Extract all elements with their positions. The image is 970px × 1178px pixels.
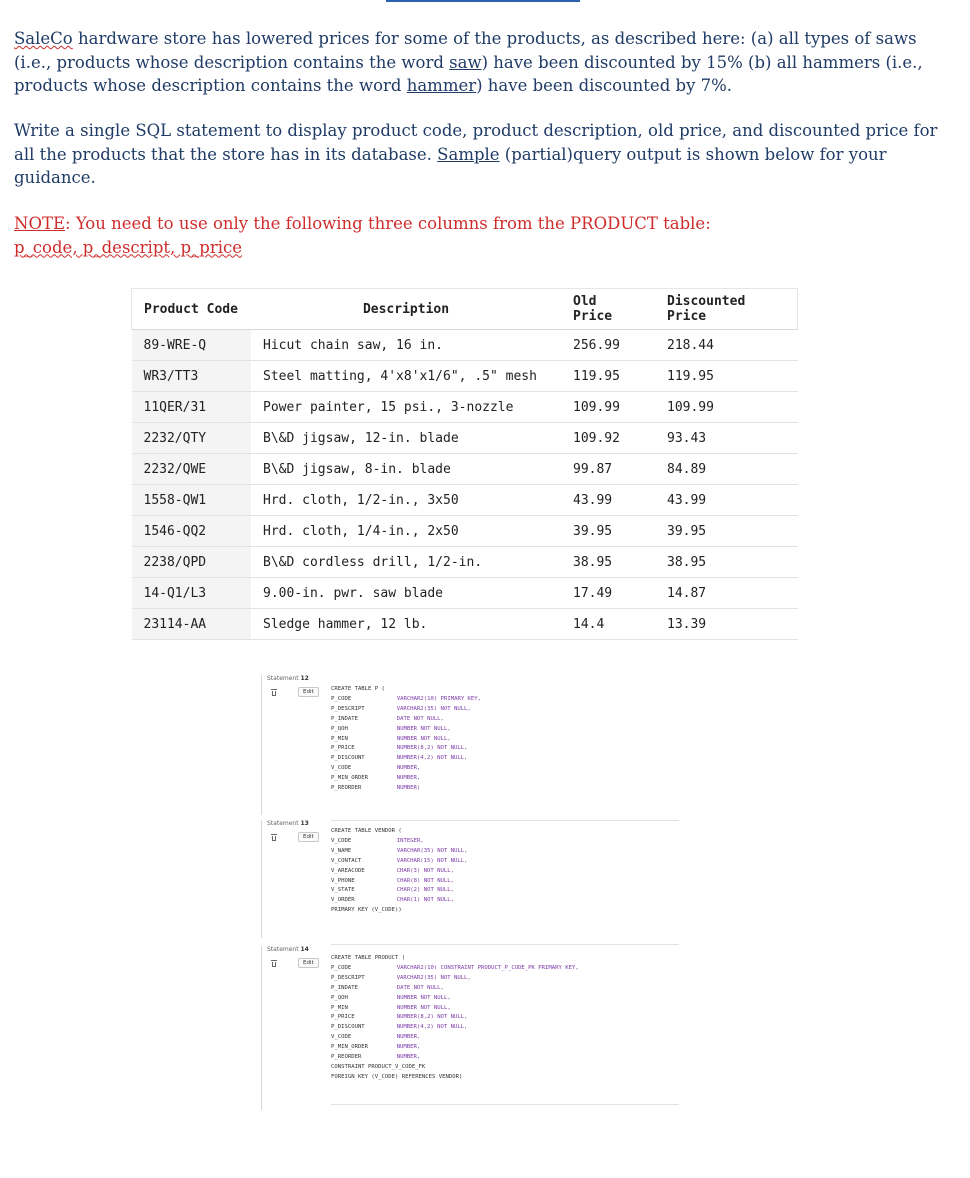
code-line xyxy=(331,964,679,974)
cell-old-price: 17.49 xyxy=(561,578,655,609)
statement-12 xyxy=(261,675,679,815)
table-row xyxy=(132,423,798,454)
code-column-name: V_PHONE xyxy=(331,877,355,884)
code-type: NUMBER(8,2) xyxy=(396,1014,434,1021)
statement-divider xyxy=(261,946,262,1110)
cell-description: B\&D cordless drill, 1/2-in. xyxy=(251,547,561,578)
cell-product-code: 89-WRE-Q xyxy=(132,330,252,361)
cell-old-price: 119.95 xyxy=(561,361,655,392)
code-constraint: NOT NULL, xyxy=(437,755,468,762)
statement-code xyxy=(331,954,679,1083)
code-type: VARCHAR2(10) xyxy=(396,964,438,971)
code-constraint: NOT NULL, xyxy=(420,1004,451,1011)
code-line xyxy=(331,764,679,774)
brand-name: SaleCo xyxy=(14,29,73,48)
cell-old-price: 109.92 xyxy=(561,423,655,454)
cell-old-price: 109.99 xyxy=(561,392,655,423)
code-type: NUMBER) xyxy=(396,785,421,792)
header-product-code: Product Code xyxy=(132,289,252,330)
cell-discounted-price: 109.99 xyxy=(655,392,798,423)
code-column-name: V_CODE xyxy=(331,837,352,844)
code-column-name: PRIMARY KEY (V_CODE)) xyxy=(331,907,402,914)
code-type: CHAR(3) xyxy=(396,867,421,874)
code-column-name: FOREIGN KEY (V_CODE) REFERENCES VENDOR) xyxy=(331,1073,463,1080)
trash-icon[interactable] xyxy=(271,689,277,696)
code-line xyxy=(331,886,679,896)
task-paragraph xyxy=(14,119,954,190)
code-line xyxy=(331,784,679,794)
note-text: : You need to use only the following three columns from the PRODUCT table: xyxy=(65,214,711,233)
code-constraint: NOT NULL, xyxy=(437,745,468,752)
code-column-name: CREATE TABLE VENDOR ( xyxy=(331,828,402,834)
code-column-name: P_PRICE xyxy=(331,745,355,752)
cell-product-code: 2238/QPD xyxy=(132,547,252,578)
code-line xyxy=(331,847,679,857)
code-type: INTEGER, xyxy=(396,837,424,844)
code-column-name: P_CODE xyxy=(331,695,352,702)
edit-button[interactable]: Edit xyxy=(298,832,319,842)
cell-description: Steel matting, 4'x8'x1/6", .5" mesh xyxy=(251,361,561,392)
table-row xyxy=(132,392,798,423)
note-columns: p_code, p_descript, p_price xyxy=(14,237,243,257)
cell-product-code: 14-Q1/L3 xyxy=(132,578,252,609)
code-line xyxy=(331,896,679,906)
cell-description: B\&D jigsaw, 8-in. blade xyxy=(251,454,561,485)
code-line xyxy=(331,984,679,994)
trash-icon[interactable] xyxy=(271,834,277,841)
code-constraint: NOT NULL, xyxy=(420,994,451,1001)
code-line xyxy=(331,1063,679,1073)
code-constraint: NOT NULL, xyxy=(437,857,468,864)
intro-paragraph xyxy=(14,27,954,98)
table-row xyxy=(132,330,798,361)
code-column-name: CREATE TABLE PRODUCT ( xyxy=(331,955,406,961)
statement-label: Statement 12 xyxy=(267,675,309,682)
code-line xyxy=(331,754,679,764)
code-column-name: P_MIN_ORDER xyxy=(331,775,369,782)
cell-discounted-price: 119.95 xyxy=(655,361,798,392)
code-line xyxy=(331,974,679,984)
sample-link[interactable]: Sample xyxy=(437,144,500,164)
code-constraint: NOT NULL, xyxy=(423,867,454,874)
table-row xyxy=(132,547,798,578)
statement-separator xyxy=(331,1104,679,1105)
code-type: NUMBER, xyxy=(396,1044,421,1051)
table-row xyxy=(132,609,798,640)
statement-label: Statement 14 xyxy=(267,946,309,953)
code-type: DATE xyxy=(396,984,411,991)
edit-button[interactable]: Edit xyxy=(298,958,319,968)
code-constraint: NOT NULL, xyxy=(423,877,455,884)
code-type: VARCHAR2(35) xyxy=(396,974,438,981)
code-constraint: CONSTRAINT PRODUCT_P_CODE_PK PRIMARY KEY, xyxy=(440,964,579,971)
cell-product-code: 23114-AA xyxy=(132,609,252,640)
code-type: VARCHAR2(35) xyxy=(396,705,438,712)
cell-old-price: 43.99 xyxy=(561,485,655,516)
code-line xyxy=(331,827,679,837)
code-line xyxy=(331,857,679,867)
code-type: VARCHAR2(10) xyxy=(396,695,438,702)
statement-divider xyxy=(261,820,262,938)
code-type: NUMBER, xyxy=(396,775,421,782)
statement-separator xyxy=(331,820,679,821)
cell-product-code: 2232/QTY xyxy=(132,423,252,454)
edit-button[interactable]: Edit xyxy=(298,687,319,697)
code-type: NUMBER xyxy=(396,725,418,732)
code-type: VARCHAR(35) xyxy=(396,847,434,854)
table-row xyxy=(132,578,798,609)
cell-product-code: 2232/QWE xyxy=(132,454,252,485)
code-line xyxy=(331,725,679,735)
code-column-name: P_INDATE xyxy=(331,715,358,722)
code-column-name: P_DESCRIPT xyxy=(331,974,365,981)
code-line xyxy=(331,1053,679,1063)
cell-old-price: 99.87 xyxy=(561,454,655,485)
code-line xyxy=(331,1033,679,1043)
statement-13 xyxy=(261,820,679,938)
statement-label: Statement 13 xyxy=(267,820,309,827)
code-type: NUMBER xyxy=(396,735,418,742)
code-column-name: P_REORDER xyxy=(331,785,362,792)
cell-old-price: 39.95 xyxy=(561,516,655,547)
sample-output-table xyxy=(131,288,798,640)
code-line xyxy=(331,735,679,745)
code-line xyxy=(331,715,679,725)
statement-code xyxy=(331,827,679,916)
statement-number: 14 xyxy=(300,946,309,953)
cell-product-code: WR3/TT3 xyxy=(132,361,252,392)
cell-description: Hrd. cloth, 1/4-in., 2x50 xyxy=(251,516,561,547)
code-type: NUMBER, xyxy=(396,1054,421,1061)
code-type: NUMBER(4,2) xyxy=(396,1024,434,1031)
note-paragraph xyxy=(14,212,954,259)
code-constraint: NOT NULL, xyxy=(440,974,471,981)
cell-discounted-price: 14.87 xyxy=(655,578,798,609)
code-column-name: P_MIN_ORDER xyxy=(331,1044,369,1051)
code-line xyxy=(331,906,679,916)
cell-description: Hicut chain saw, 16 in. xyxy=(251,330,561,361)
keyword-saw: saw xyxy=(449,52,482,72)
code-column-name: P_CODE xyxy=(331,964,352,971)
code-column-name: P_DISCOUNT xyxy=(331,1024,365,1031)
cell-discounted-price: 84.89 xyxy=(655,454,798,485)
code-column-name: P_INDATE xyxy=(331,984,358,991)
code-constraint: NOT NULL, xyxy=(423,887,455,894)
code-line xyxy=(331,685,679,695)
code-line xyxy=(331,774,679,784)
cell-product-code: 1546-QQ2 xyxy=(132,516,252,547)
keyword-hammer: hammer xyxy=(406,76,477,95)
cell-discounted-price: 39.95 xyxy=(655,516,798,547)
code-type: NUMBER, xyxy=(396,1034,421,1041)
code-constraint: NOT NULL, xyxy=(440,705,471,712)
code-type: NUMBER xyxy=(396,994,418,1001)
statement-divider xyxy=(261,675,262,815)
code-line xyxy=(331,867,679,877)
cell-product-code: 1558-QW1 xyxy=(132,485,252,516)
code-column-name: CONSTRAINT PRODUCT_V_CODE_FK xyxy=(331,1063,426,1070)
cell-product-code: 11QER/31 xyxy=(132,392,252,423)
cell-old-price: 38.95 xyxy=(561,547,655,578)
cell-description: B\&D jigsaw, 12-in. blade xyxy=(251,423,561,454)
code-column-name: CREATE TABLE P ( xyxy=(331,686,385,692)
code-type: NUMBER xyxy=(396,1004,418,1011)
intro-text-b: ) have been discounted by 15% (b) all hammers (i.e., products whose description contains the word xyxy=(14,52,923,95)
code-column-name: P_DISCOUNT xyxy=(331,755,365,762)
code-column-name: P_MIN xyxy=(331,1004,348,1011)
table-row xyxy=(132,361,798,392)
code-type: DATE xyxy=(396,715,411,722)
cell-old-price: 14.4 xyxy=(561,609,655,640)
code-type: CHAR(1) xyxy=(396,897,421,904)
note-label: NOTE xyxy=(14,214,66,233)
code-constraint: PRIMARY KEY, xyxy=(440,695,482,702)
code-column-name: V_CONTACT xyxy=(331,857,362,864)
code-line xyxy=(331,705,679,715)
code-line xyxy=(331,1004,679,1014)
code-constraint: NOT NULL, xyxy=(437,1014,468,1021)
cell-discounted-price: 38.95 xyxy=(655,547,798,578)
intro-text-a: hardware store has lowered prices for some of the products, as described here: (a) all types of saws (i.e., products whose description contains the word xyxy=(14,29,917,72)
trash-icon[interactable] xyxy=(271,960,277,967)
code-constraint: NOT NULL, xyxy=(423,897,455,904)
statement-code xyxy=(331,685,679,794)
code-line xyxy=(331,1043,679,1053)
code-constraint: NOT NULL, xyxy=(437,1024,468,1031)
intro-text-c: ) have been discounted by 7%. xyxy=(476,76,733,95)
table-header-row xyxy=(132,289,798,330)
code-type: NUMBER, xyxy=(396,765,421,772)
code-column-name: V_STATE xyxy=(331,887,355,894)
table-row xyxy=(132,516,798,547)
cell-description: 9.00-in. pwr. saw blade xyxy=(251,578,561,609)
code-constraint: NOT NULL, xyxy=(420,725,451,732)
cell-discounted-price: 43.99 xyxy=(655,485,798,516)
code-column-name: P_PRICE xyxy=(331,1014,355,1021)
code-type: CHAR(8) xyxy=(396,877,421,884)
statement-14 xyxy=(261,946,679,1110)
code-column-name: P_MIN xyxy=(331,735,348,742)
code-column-name: V_CODE xyxy=(331,765,352,772)
code-line xyxy=(331,837,679,847)
statement-number: 13 xyxy=(300,820,309,827)
code-line xyxy=(331,954,679,964)
task-text-a: Write a single SQL statement to display product code, product description, old price, and discounted price for all the products that the store has in its database. xyxy=(14,121,938,164)
code-column-name: V_NAME xyxy=(331,847,352,854)
table-row xyxy=(132,485,798,516)
code-column-name: P_QOH xyxy=(331,994,348,1001)
cell-description: Power painter, 15 psi., 3-nozzle xyxy=(251,392,561,423)
table-row xyxy=(132,454,798,485)
header-discounted-price: Discounted Price xyxy=(655,289,798,330)
cell-discounted-price: 218.44 xyxy=(655,330,798,361)
cell-description: Sledge hammer, 12 lb. xyxy=(251,609,561,640)
header-description: Description xyxy=(251,289,561,330)
code-column-name: V_AREACODE xyxy=(331,867,365,874)
code-constraint: NOT NULL, xyxy=(437,847,468,854)
code-line xyxy=(331,744,679,754)
cell-discounted-price: 93.43 xyxy=(655,423,798,454)
code-constraint: NOT NULL, xyxy=(413,984,444,991)
code-line xyxy=(331,1023,679,1033)
statement-separator xyxy=(331,944,679,945)
code-line xyxy=(331,994,679,1004)
cell-old-price: 256.99 xyxy=(561,330,655,361)
code-line xyxy=(331,1013,679,1023)
code-constraint: NOT NULL, xyxy=(413,715,444,722)
code-line xyxy=(331,695,679,705)
code-type: NUMBER(8,2) xyxy=(396,745,434,752)
statement-number: 12 xyxy=(300,675,309,682)
code-type: CHAR(2) xyxy=(396,887,421,894)
top-divider xyxy=(386,0,580,2)
code-column-name: P_REORDER xyxy=(331,1054,362,1061)
code-line xyxy=(331,877,679,887)
code-column-name: V_CODE xyxy=(331,1034,352,1041)
cell-discounted-price: 13.39 xyxy=(655,609,798,640)
task-text-b: (partial)query output is shown below for your guidance. xyxy=(14,144,887,187)
code-column-name: P_QOH xyxy=(331,725,348,732)
code-column-name: V_ORDER xyxy=(331,897,355,904)
cell-description: Hrd. cloth, 1/2-in., 3x50 xyxy=(251,485,561,516)
code-constraint: NOT NULL, xyxy=(420,735,451,742)
code-column-name: P_DESCRIPT xyxy=(331,705,365,712)
code-type: NUMBER(4,2) xyxy=(396,755,434,762)
code-type: VARCHAR(15) xyxy=(396,857,434,864)
code-line xyxy=(331,1073,679,1083)
header-old-price: Old Price xyxy=(561,289,655,330)
